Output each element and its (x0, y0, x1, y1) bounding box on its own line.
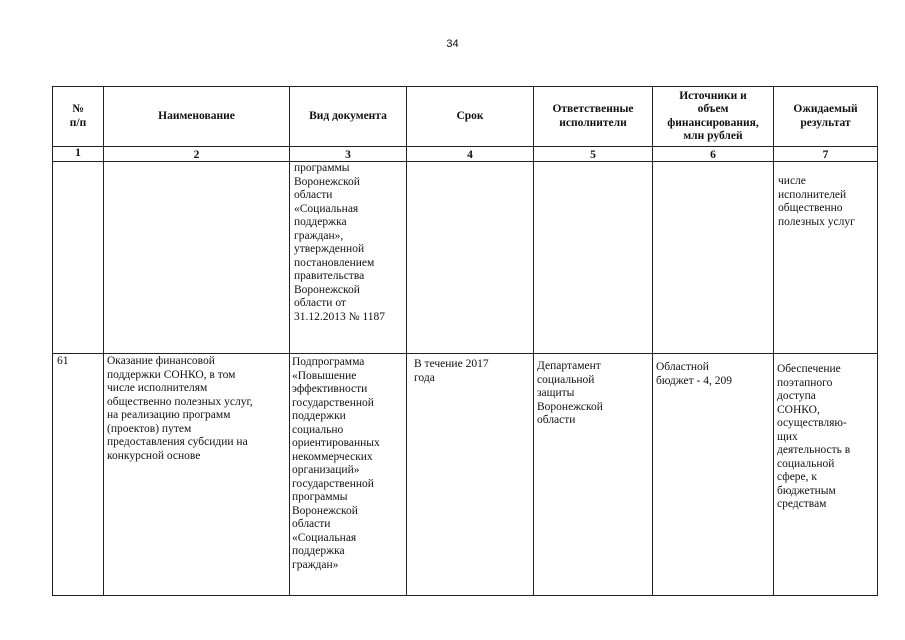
row-61-term: В течение 2017 года (414, 358, 489, 384)
column-number-7: 7 (822, 149, 829, 161)
col-border (289, 86, 290, 596)
row-divider (52, 353, 878, 354)
header-result: Ожидаемый результат (793, 103, 858, 129)
cont-doc-type: программы Воронежской области «Социальная поддержка граждан», утвержденной постановлением правительства Воронежской области от 31.12.2013 № 1187 (294, 162, 386, 323)
col-border (773, 86, 774, 596)
colnum-divider (52, 161, 878, 162)
column-number-2: 2 (193, 149, 200, 161)
row-61-doc-type: Подпрограмма «Повышение эффективности государственной поддержки социально ориентированных некоммерческих организаций» государственной программы Воронежской области «Социальная поддержка граждан» (292, 356, 380, 571)
header-doc-type: Вид документа (309, 109, 387, 122)
header-executors: Ответственные исполнители (552, 103, 634, 129)
col-border (103, 86, 104, 596)
row-61-executors: Департамент социальной защиты Воронежской области (537, 360, 603, 426)
header-term: Срок (456, 109, 484, 122)
col-border (406, 86, 407, 596)
table-border-bottom (52, 595, 878, 596)
row-61-number: 61 (57, 355, 69, 367)
column-number-6: 6 (710, 149, 716, 161)
col-border (877, 86, 878, 596)
col-border (533, 86, 534, 596)
measures-table (52, 86, 878, 596)
column-number-5: 5 (590, 149, 596, 161)
col-border (52, 86, 53, 596)
row-61-result: Обеспечение поэтапного доступа СОНКО, осуществляю- щих деятельность в социальной сфере, к бюджетным средствам (777, 363, 851, 510)
header-divider (52, 146, 878, 147)
row-61-financing: Областной бюджет - 4, 209 (656, 361, 732, 387)
header-name: Наименование (158, 109, 235, 122)
col-border (652, 86, 653, 596)
header-number: № п/п (69, 103, 87, 129)
row-61-name: Оказание финансовой поддержки СОНКО, в том числе исполнителям общественно полезных услуг, на реализацию программ (проектов) путем предоставления субсидии на конкурсной основе (107, 355, 253, 462)
page-number: 34 (446, 38, 459, 50)
column-number-3: 3 (345, 149, 351, 161)
cont-result: числе исполнителей общественно полезных услуг (778, 175, 855, 228)
column-number-4: 4 (467, 149, 473, 161)
header-financing: Источники и объем финансирования, млн рублей (667, 89, 759, 142)
column-number-1: 1 (75, 147, 81, 159)
